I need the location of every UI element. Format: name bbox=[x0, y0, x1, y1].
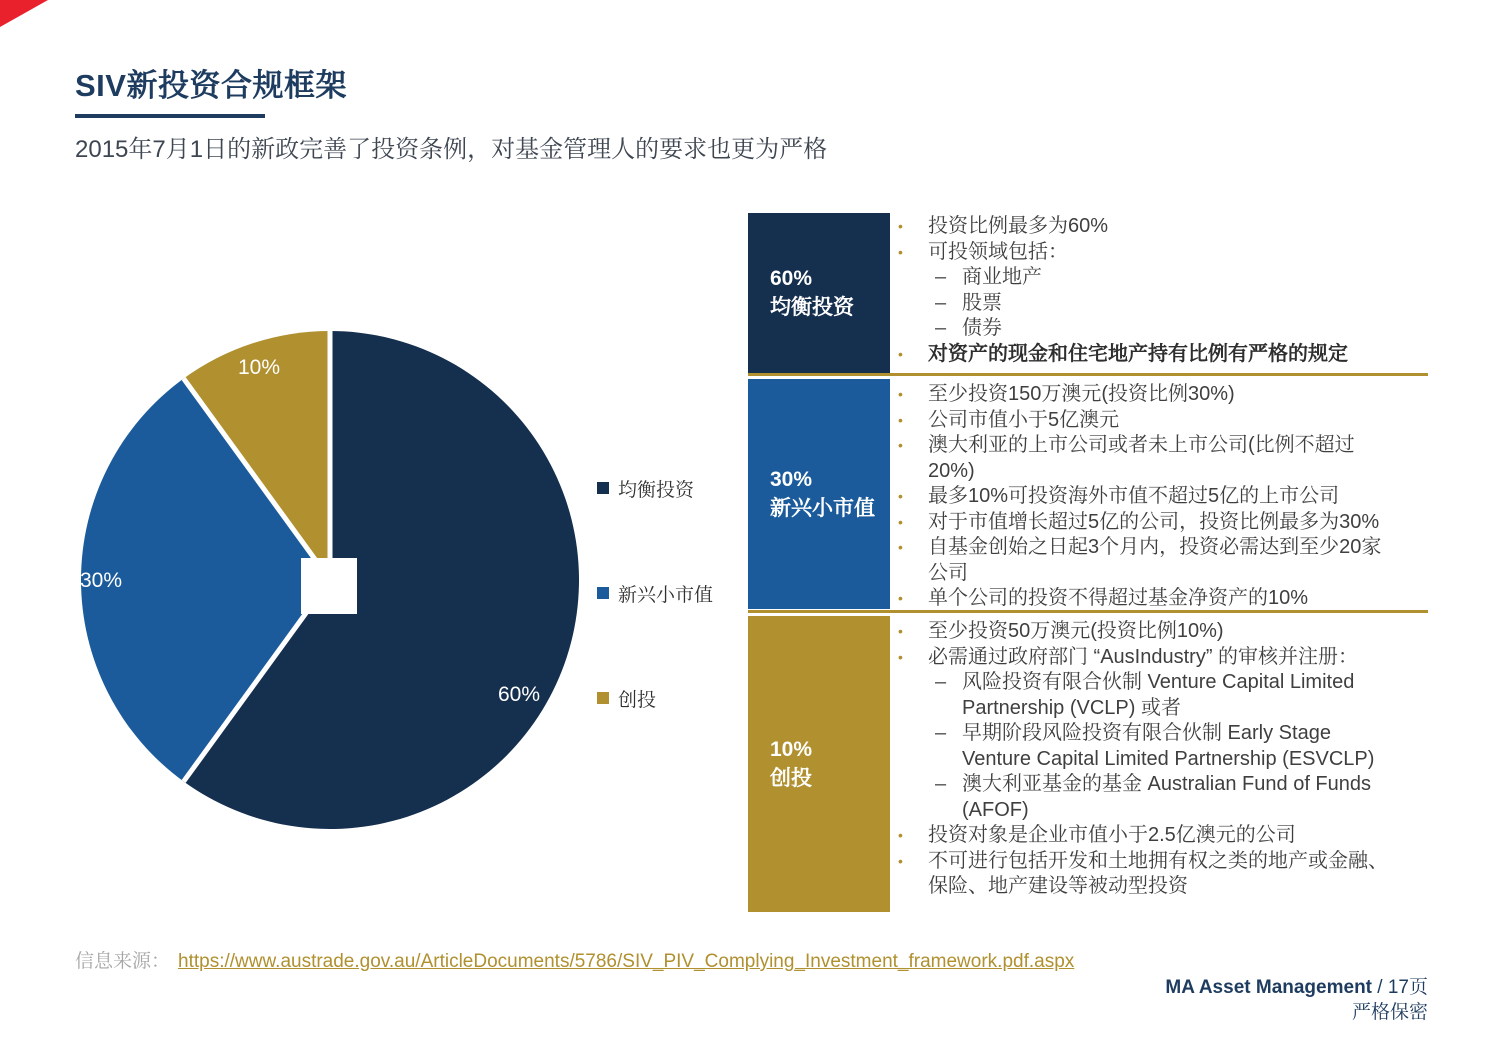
bullet-text: 风险投资有限合伙制 Venture Capital Limited Partnership (VCLP) 或者 bbox=[962, 671, 1355, 719]
bullet-item bbox=[898, 382, 1398, 408]
bullet-text: 公司市值小于5亿澳元 bbox=[928, 408, 1120, 431]
bullet-list-10 bbox=[898, 619, 1398, 900]
dash-marker-icon: – bbox=[935, 773, 947, 795]
pie-slice-label: 60% bbox=[497, 683, 541, 706]
bullet-item bbox=[898, 214, 1398, 240]
footer-company: MA Asset Management bbox=[1165, 977, 1373, 998]
legend-swatch-icon bbox=[597, 587, 609, 599]
section-name: 新兴小市值 bbox=[770, 497, 875, 520]
dash-marker-icon: – bbox=[935, 291, 947, 314]
bullet-text: 自基金创始之日起3个月内，投资必需达到至少20家公司 bbox=[928, 536, 1382, 584]
dash-marker-icon: – bbox=[935, 266, 947, 288]
bullet-dot-icon: • bbox=[898, 590, 903, 606]
bullet-list-60 bbox=[898, 214, 1398, 367]
legend-item-balanced bbox=[597, 477, 694, 499]
bullet-item bbox=[898, 510, 1398, 536]
legend-item-venture bbox=[597, 687, 656, 709]
footer-line1 bbox=[1165, 975, 1428, 1000]
section-pct: 10% bbox=[770, 738, 813, 761]
title-underline bbox=[75, 114, 265, 118]
bullet-item bbox=[898, 342, 1398, 368]
bullet-dot-icon: • bbox=[898, 243, 903, 260]
section-name: 创投 bbox=[770, 767, 812, 790]
bullet-item bbox=[898, 849, 1398, 900]
bullet-item bbox=[898, 645, 1398, 671]
page-subtitle: 2015年7月1日的新政完善了投资条例，对基金管理人的要求也更为严格 bbox=[75, 136, 828, 163]
pie-center-square bbox=[301, 558, 357, 614]
bullet-dot-icon: • bbox=[898, 852, 903, 869]
sub-bullet-item bbox=[898, 265, 1398, 291]
bullet-dot-icon: • bbox=[898, 437, 903, 453]
section-header-10 bbox=[748, 616, 890, 912]
page-title: SIV新投资合规框架 bbox=[75, 68, 347, 103]
bullet-dot-icon: • bbox=[898, 411, 903, 428]
bullet-text: 对于市值增长超过5亿的公司，投资比例最多为30% bbox=[928, 510, 1380, 533]
footer bbox=[1165, 975, 1428, 1025]
sub-bullet-item bbox=[898, 316, 1398, 342]
bullet-text: 单个公司的投资不得超过基金净资产的10% bbox=[928, 587, 1309, 609]
red-corner-marker-icon bbox=[0, 0, 48, 27]
bullet-item bbox=[898, 619, 1398, 645]
footer-page-number: / 17页 bbox=[1372, 977, 1428, 998]
bullet-text: 澳大利亚基金的基金 Australian Fund of Funds (AFOF) bbox=[962, 773, 1372, 821]
source-label: 信息来源： bbox=[75, 951, 171, 972]
legend-label: 新兴小市值 bbox=[618, 584, 714, 606]
bullet-item bbox=[898, 433, 1398, 484]
dash-marker-icon: – bbox=[935, 722, 947, 744]
legend-swatch-icon bbox=[597, 692, 609, 704]
bullet-text: 股票 bbox=[962, 291, 1002, 314]
bullet-text: 商业地产 bbox=[962, 266, 1042, 288]
bullet-dot-icon: • bbox=[898, 345, 903, 362]
bullet-item bbox=[898, 823, 1398, 849]
bullet-text: 投资比例最多为60% bbox=[928, 215, 1109, 237]
bullet-item bbox=[898, 408, 1398, 434]
bullet-text: 可投领域包括： bbox=[928, 240, 1068, 263]
dash-marker-icon: – bbox=[935, 671, 947, 693]
bullet-text: 必需通过政府部门 “AusIndustry” 的审核并注册： bbox=[928, 645, 1359, 668]
dash-marker-icon: – bbox=[935, 317, 947, 339]
legend-item-small-cap bbox=[597, 582, 713, 604]
section-pct: 30% bbox=[770, 468, 813, 491]
section-header-60 bbox=[748, 213, 890, 373]
pie-slice-label: 30% bbox=[79, 569, 123, 592]
bullet-dot-icon: • bbox=[898, 513, 903, 530]
bullet-text: 至少投资50万澳元(投资比例10%) bbox=[928, 620, 1224, 642]
bullet-text: 最多10%可投资海外市值不超过5亿的上市公司 bbox=[928, 485, 1340, 507]
source-link[interactable]: https://www.austrade.gov.au/ArticleDocuments/5786/SIV_PIV_Complying_Investment_framework.pdf.aspx bbox=[178, 951, 1075, 972]
pie-chart bbox=[79, 329, 581, 831]
bullet-dot-icon: • bbox=[898, 827, 903, 843]
bullet-text: 早期阶段风险投资有限合伙制 Early Stage Venture Capital Limited Partnership (ESVCLP) bbox=[962, 722, 1375, 770]
sub-bullet-item bbox=[898, 721, 1398, 772]
legend-swatch-icon bbox=[597, 482, 609, 494]
bullet-item bbox=[898, 535, 1398, 586]
bullet-text: 对资产的现金和住宅地产持有比例有严格的规定 bbox=[928, 342, 1348, 365]
sub-bullet-item bbox=[898, 670, 1398, 721]
sub-bullet-item bbox=[898, 772, 1398, 823]
section-pct: 60% bbox=[770, 267, 813, 290]
bullet-item bbox=[898, 586, 1398, 612]
bullet-item bbox=[898, 484, 1398, 510]
bullet-dot-icon: • bbox=[898, 218, 903, 234]
bullet-text: 投资对象是企业市值小于2.5亿澳元的公司 bbox=[928, 824, 1296, 846]
bullet-list-30 bbox=[898, 382, 1398, 612]
bullet-dot-icon: • bbox=[898, 648, 903, 665]
source-row bbox=[75, 946, 1074, 973]
bullet-text: 澳大利亚的上市公司或者未上市公司(比例不超过20%) bbox=[928, 434, 1355, 482]
footer-confidential: 严格保密 bbox=[1351, 1002, 1428, 1023]
gold-divider bbox=[748, 373, 1428, 376]
section-header-30 bbox=[748, 379, 890, 609]
bullet-text: 债券 bbox=[962, 317, 1002, 339]
sub-bullet-item bbox=[898, 291, 1398, 317]
legend-label: 创投 bbox=[618, 689, 657, 711]
legend-label: 均衡投资 bbox=[618, 479, 695, 501]
bullet-dot-icon: • bbox=[898, 488, 903, 504]
bullet-dot-icon: • bbox=[898, 386, 903, 402]
pie-chart-svg bbox=[79, 329, 581, 831]
bullet-text: 至少投资150万澳元(投资比例30%) bbox=[928, 383, 1235, 405]
bullet-item bbox=[898, 240, 1398, 266]
section-name: 均衡投资 bbox=[770, 296, 854, 319]
pie-slice-label: 10% bbox=[237, 356, 281, 379]
bullet-text: 不可进行包括开发和土地拥有权之类的地产或金融、保险、地产建设等被动型投资 bbox=[928, 849, 1388, 897]
bullet-dot-icon: • bbox=[898, 539, 903, 555]
bullet-dot-icon: • bbox=[898, 623, 903, 639]
